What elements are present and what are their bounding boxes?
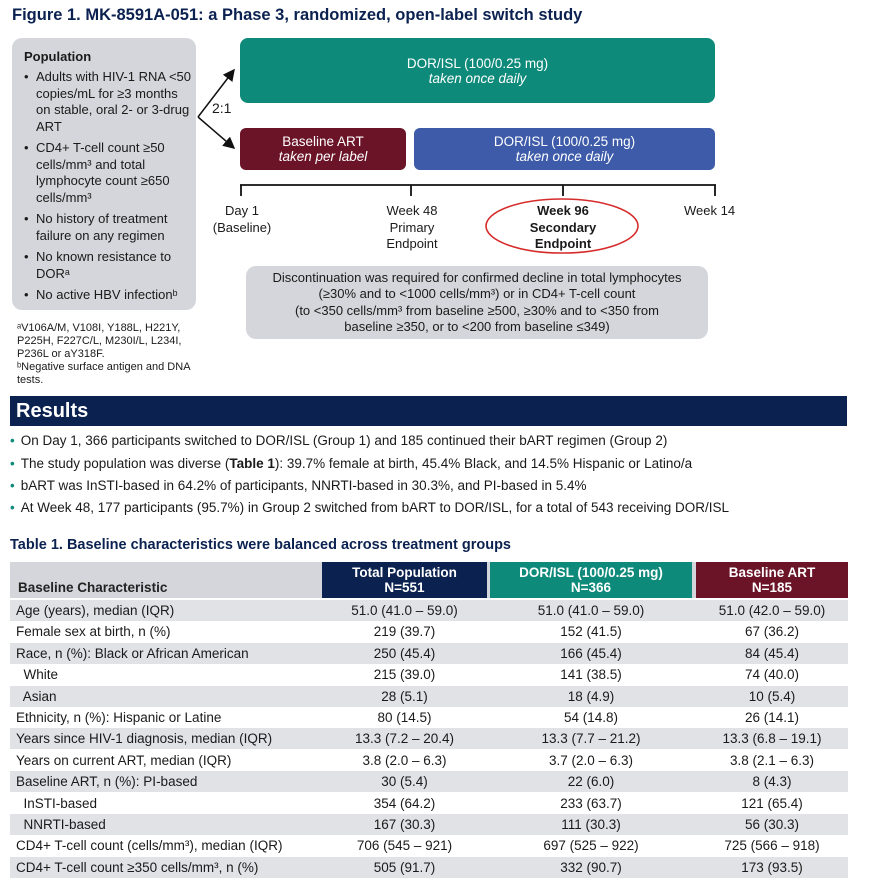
arm-name: Baseline ART bbox=[282, 134, 364, 149]
row-label: Race, n (%): Black or African American bbox=[16, 645, 249, 661]
table-cell: 697 (525 – 922) bbox=[543, 838, 639, 854]
table-cell: 167 (30.3) bbox=[373, 817, 436, 832]
discontinuation-line: baseline ≥350, or to <200 from baseline ≤349) bbox=[344, 319, 610, 334]
table-cell: 26 (14.1) bbox=[744, 710, 800, 725]
figure-title: Figure 1. MK-8591A-051: a Phase 3, randomized, open-label switch study bbox=[12, 6, 583, 24]
table-cell: 67 (36.2) bbox=[744, 624, 800, 640]
timepoint-week96: Week 96 Secondary Endpoint bbox=[529, 203, 597, 251]
table-cell: 152 (41.5) bbox=[560, 624, 622, 640]
table-cell: 3.8 (2.1 – 6.3) bbox=[729, 752, 815, 768]
baseline-characteristics-table bbox=[10, 562, 848, 882]
table-cell: 51.0 (42.0 – 59.0) bbox=[718, 603, 826, 618]
results-bullet: • On Day 1, 366 participants switched to DOR/ISL (Group 1) and 185 continued their bART regimen (Group 2) bbox=[10, 433, 668, 448]
table-cell: 215 (39.0) bbox=[373, 667, 436, 683]
row-label: Years since HIV-1 diagnosis, median (IQR) bbox=[16, 731, 273, 747]
discontinuation-line: (≥30% and to <1000 cells/mm³) or in CD4+ T-cell count bbox=[318, 286, 636, 301]
row-label: Age (years), median (IQR) bbox=[16, 603, 175, 618]
table-cell: 30 (5.4) bbox=[381, 774, 428, 790]
population-title: Population bbox=[24, 49, 92, 64]
timepoint-day1: Day 1 (Baseline) bbox=[212, 203, 272, 235]
column-header-characteristic: Baseline Characteristic bbox=[18, 580, 168, 595]
arm-name: DOR/ISL (100/0.25 mg) bbox=[493, 134, 636, 149]
population-item: • CD4+ T-cell count ≥50 cells/mm³ and total lymphocyte count ≥650 cells/mm³ bbox=[24, 140, 170, 205]
table-cell: 173 (93.5) bbox=[741, 859, 803, 875]
timepoint-week48: Week 48 Primary Endpoint bbox=[386, 203, 438, 251]
table-cell: 54 (14.8) bbox=[563, 710, 619, 725]
discontinuation-criteria-box bbox=[246, 266, 708, 339]
randomization-ratio: 2:1 bbox=[212, 100, 232, 116]
results-bullet: • bART was InSTI-based in 64.2% of participants, NNRTI-based in 30.3%, and PI-based in 5.4% bbox=[10, 478, 587, 493]
table-cell: 505 (91.7) bbox=[373, 859, 436, 875]
table-row bbox=[10, 643, 848, 664]
table-row bbox=[10, 728, 848, 749]
column-header-baseline-art: Baseline ART N=185 bbox=[696, 562, 848, 598]
arm-dosing: taken once daily bbox=[515, 149, 614, 164]
results-heading: Results bbox=[10, 396, 847, 426]
discontinuation-line: (to <350 cells/mm³ from baseline ≥500, ≥30% and to <350 from bbox=[294, 302, 659, 318]
table-cell: 8 (4.3) bbox=[752, 774, 792, 790]
table-title: Table 1. Baseline characteristics were balanced across treatment groups bbox=[10, 537, 512, 553]
table-cell: 13.3 (7.2 – 20.4) bbox=[354, 731, 455, 747]
table-cell: 51.0 (41.0 – 59.0) bbox=[537, 603, 645, 618]
table-cell: 354 (64.2) bbox=[373, 795, 436, 811]
row-label: Years on current ART, median (IQR) bbox=[16, 752, 232, 768]
table-row bbox=[10, 857, 848, 878]
row-label: CD4+ T-cell count ≥350 cells/mm³, n (%) bbox=[16, 859, 259, 875]
row-label: Ethnicity, n (%): Hispanic or Latine bbox=[16, 710, 222, 725]
table-cell: 166 (45.4) bbox=[560, 645, 622, 661]
row-label: White bbox=[16, 667, 59, 683]
table-row bbox=[10, 664, 848, 685]
table-cell: 250 (45.4) bbox=[373, 645, 436, 661]
results-bullet: • At Week 48, 177 participants (95.7%) in Group 2 switched from bART to DOR/ISL, for a total of 543 receiving DOR/ISL bbox=[10, 500, 730, 515]
table-cell: 10 (5.4) bbox=[748, 688, 796, 704]
arrow-to-dor-isl bbox=[198, 70, 234, 117]
row-label: Baseline ART, n (%): PI-based bbox=[16, 774, 198, 790]
column-header-total: Total Population N=551 bbox=[322, 562, 487, 598]
row-label: NNRTI-based bbox=[16, 817, 106, 832]
table-cell: 22 (6.0) bbox=[567, 774, 615, 790]
population-item: • Adults with HIV-1 RNA <50 copies/mL for ≥3 months on stable, oral 2- or 3-drug ART bbox=[24, 69, 191, 134]
table-row bbox=[10, 793, 848, 814]
table-cell: 332 (90.7) bbox=[560, 859, 622, 875]
table-cell: 233 (63.7) bbox=[560, 795, 622, 811]
table-cell: 80 (14.5) bbox=[377, 710, 432, 725]
discontinuation-line: Discontinuation was required for confirmed decline in total lymphocytes bbox=[272, 269, 682, 285]
table-cell: 725 (566 – 918) bbox=[724, 838, 820, 854]
table-row bbox=[10, 707, 848, 728]
row-label: Female sex at birth, n (%) bbox=[16, 624, 171, 640]
table-row bbox=[10, 835, 848, 856]
table-cell: 706 (545 – 921) bbox=[356, 838, 453, 854]
results-bullet: • The study population was diverse (Table 1): 39.7% female at birth, 45.4% Black, and 14.5% Hispanic or Latino/a bbox=[10, 456, 693, 471]
table-row bbox=[10, 750, 848, 771]
table-cell: 141 (38.5) bbox=[560, 667, 622, 683]
table-cell: 3.7 (2.0 – 6.3) bbox=[548, 752, 634, 768]
population-item: • No active HBV infectionᵇ bbox=[24, 287, 178, 302]
row-label: InSTI-based bbox=[16, 795, 98, 811]
table-cell: 18 (4.9) bbox=[567, 688, 615, 704]
row-label: Asian bbox=[16, 688, 57, 704]
table-row bbox=[10, 814, 848, 835]
table-cell: 219 (39.7) bbox=[373, 624, 436, 640]
arm-dosing: taken once daily bbox=[428, 70, 527, 86]
table-cell: 111 (30.3) bbox=[561, 817, 621, 832]
arm-name: DOR/ISL (100/0.25 mg) bbox=[406, 55, 549, 71]
timepoint-week144: Week 14 bbox=[684, 203, 736, 218]
table-cell: 121 (65.4) bbox=[741, 795, 803, 811]
population-item: • No history of treatment failure on any regimen bbox=[24, 211, 168, 243]
table-cell: 51.0 (41.0 – 59.0) bbox=[351, 603, 458, 618]
arm-dosing: taken per label bbox=[278, 149, 368, 164]
table-row bbox=[10, 621, 848, 642]
table-cell: 13.3 (7.7 – 21.2) bbox=[541, 731, 641, 747]
design-diagram-lines bbox=[0, 0, 877, 400]
table-row bbox=[10, 600, 848, 621]
table-cell: 28 (5.1) bbox=[381, 688, 428, 704]
table-cell: 74 (40.0) bbox=[744, 667, 800, 683]
table-cell: 84 (45.4) bbox=[744, 645, 800, 661]
column-header-dor-isl: DOR/ISL (100/0.25 mg) N=366 bbox=[490, 562, 692, 598]
footnote-a: ᵃV106A/M, V108I, Y188L, H221Y, P225H, F227C/L, M230I/L, L234I, P236L or aY318F. bbox=[17, 322, 182, 360]
table-cell: 56 (30.3) bbox=[744, 817, 800, 832]
population-item: • No known resistance to DORᵃ bbox=[24, 249, 172, 281]
table-row bbox=[10, 686, 848, 707]
arrow-to-baseline-art bbox=[198, 117, 234, 148]
footnote-b: ᵇNegative surface antigen and DNA tests. bbox=[17, 361, 190, 386]
table-cell: 13.3 (6.8 – 19.1) bbox=[722, 731, 822, 747]
table-cell: 3.8 (2.0 – 6.3) bbox=[362, 752, 447, 768]
row-label: CD4+ T-cell count (cells/mm³), median (IQR) bbox=[16, 838, 283, 854]
table-row bbox=[10, 771, 848, 792]
